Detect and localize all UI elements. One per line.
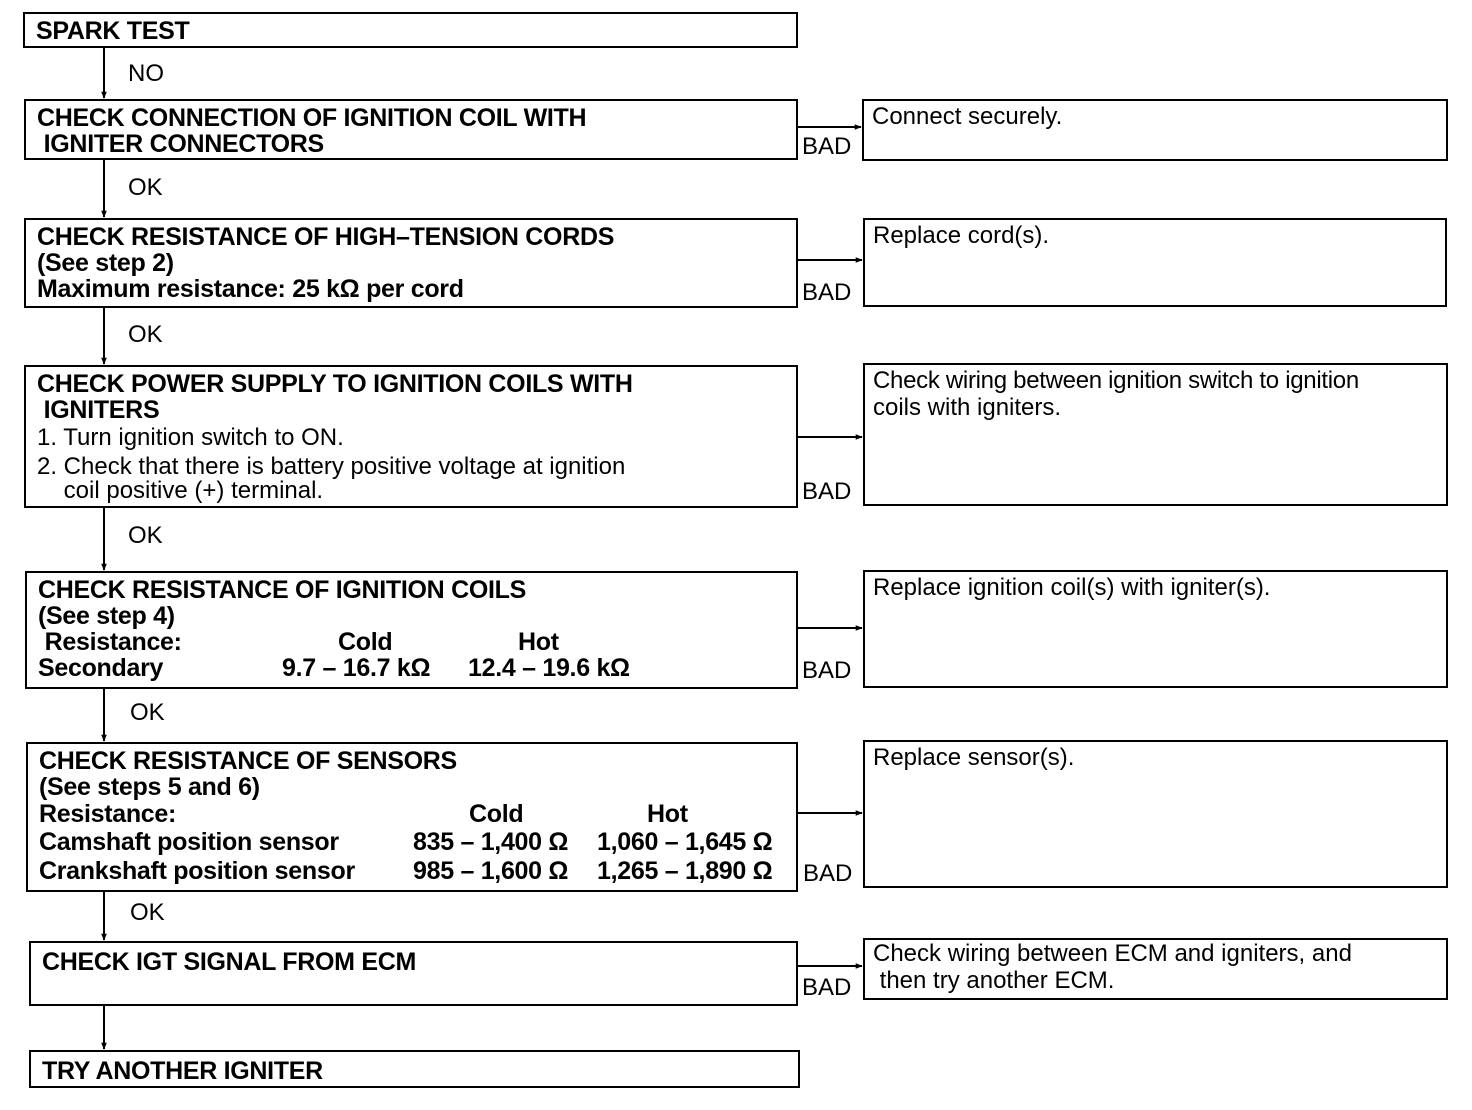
bad-label: BAD [802,279,852,306]
step-check-power-supply [24,365,798,508]
remedy-text: Replace ignition coil(s) with igniter(s). [873,574,1271,601]
hot-header: Hot [647,800,688,828]
row-hot: 12.4 – 19.6 kΩ [468,654,630,682]
step-title-line: SPARK TEST [36,17,190,45]
step-check-sensors [26,742,798,892]
down-label-ok: OK [128,321,163,348]
row-cold: 9.7 – 16.7 kΩ [282,654,431,682]
table-row [39,857,796,886]
step-instruction: 1. Turn ignition switch to ON. [37,424,344,451]
step-check-connection [24,99,798,160]
step-title-line: CHECK RESISTANCE OF HIGH–TENSION CORDS [37,223,615,251]
cold-header: Cold [338,628,393,656]
resistance-label: Resistance: [39,800,177,828]
row-hot: 1,060 – 1,645 Ω [597,828,773,856]
table-row [39,828,796,857]
step-instruction: 2. Check that there is battery positive voltage at ignition [37,453,626,480]
down-label-ok: OK [128,522,163,549]
down-label-ok: OK [128,174,163,201]
step-title-line: IGNITER CONNECTORS [37,130,324,158]
step-spark-test [23,12,798,48]
down-label-ok: OK [130,699,165,726]
step-title-line: (See step 4) [38,602,175,630]
down-label-no: NO [128,60,164,87]
remedy-text: Connect securely. [872,103,1063,130]
remedy-text: Check wiring between ECM and igniters, and [873,940,1352,967]
remedy-text: then try another ECM. [873,967,1115,994]
resistance-label: Resistance: [38,628,182,656]
remedy-text: Replace sensor(s). [873,744,1075,771]
step-title-line: TRY ANOTHER IGNITER [42,1057,323,1085]
step-title-line: CHECK RESISTANCE OF IGNITION COILS [38,576,526,604]
row-name: Camshaft position sensor [39,828,339,856]
resistance-header [39,800,796,828]
bad-label: BAD [802,133,852,160]
step-title-line: IGNITERS [37,396,160,424]
row-hot: 1,265 – 1,890 Ω [597,857,773,885]
row-cold: 835 – 1,400 Ω [413,828,569,856]
remedy-text: Replace cord(s). [873,222,1050,249]
bad-label: BAD [802,657,852,684]
step-title-line: CHECK POWER SUPPLY TO IGNITION COILS WITH [37,370,633,398]
bad-label: BAD [802,478,852,505]
bad-label: BAD [803,860,853,887]
remedy-check-wiring-ecm [863,938,1448,1000]
row-cold: 985 – 1,600 Ω [413,857,569,885]
remedy-replace-sensors [863,740,1448,888]
remedy-text: Check wiring between ignition switch to ignition [873,367,1359,394]
step-title-line: Maximum resistance: 25 kΩ per cord [37,275,464,303]
step-title-line: CHECK CONNECTION OF IGNITION COIL WITH [37,104,587,132]
step-try-another-igniter [29,1050,800,1088]
step-title-line: (See step 2) [37,249,174,277]
remedy-text: coils with igniters. [873,394,1062,421]
cold-header: Cold [469,800,524,828]
remedy-replace-cords [863,218,1447,307]
hot-header: Hot [518,628,559,656]
step-title-line: CHECK RESISTANCE OF SENSORS [39,747,457,775]
row-name: Crankshaft position sensor [39,857,355,885]
table-row [38,655,796,681]
step-instruction: coil positive (+) terminal. [37,477,324,504]
resistance-header [38,629,796,655]
step-check-coils [25,571,798,689]
step-title-line: CHECK IGT SIGNAL FROM ECM [42,948,416,976]
step-check-igt-signal [29,941,798,1006]
step-title-line: (See steps 5 and 6) [39,773,260,801]
down-label-ok: OK [130,899,165,926]
remedy-replace-coils [863,570,1448,688]
remedy-connect-securely [862,99,1448,161]
step-check-cords [24,218,798,308]
remedy-check-wiring-switch [863,363,1448,506]
bad-label: BAD [802,974,852,1001]
row-name: Secondary [38,654,164,682]
